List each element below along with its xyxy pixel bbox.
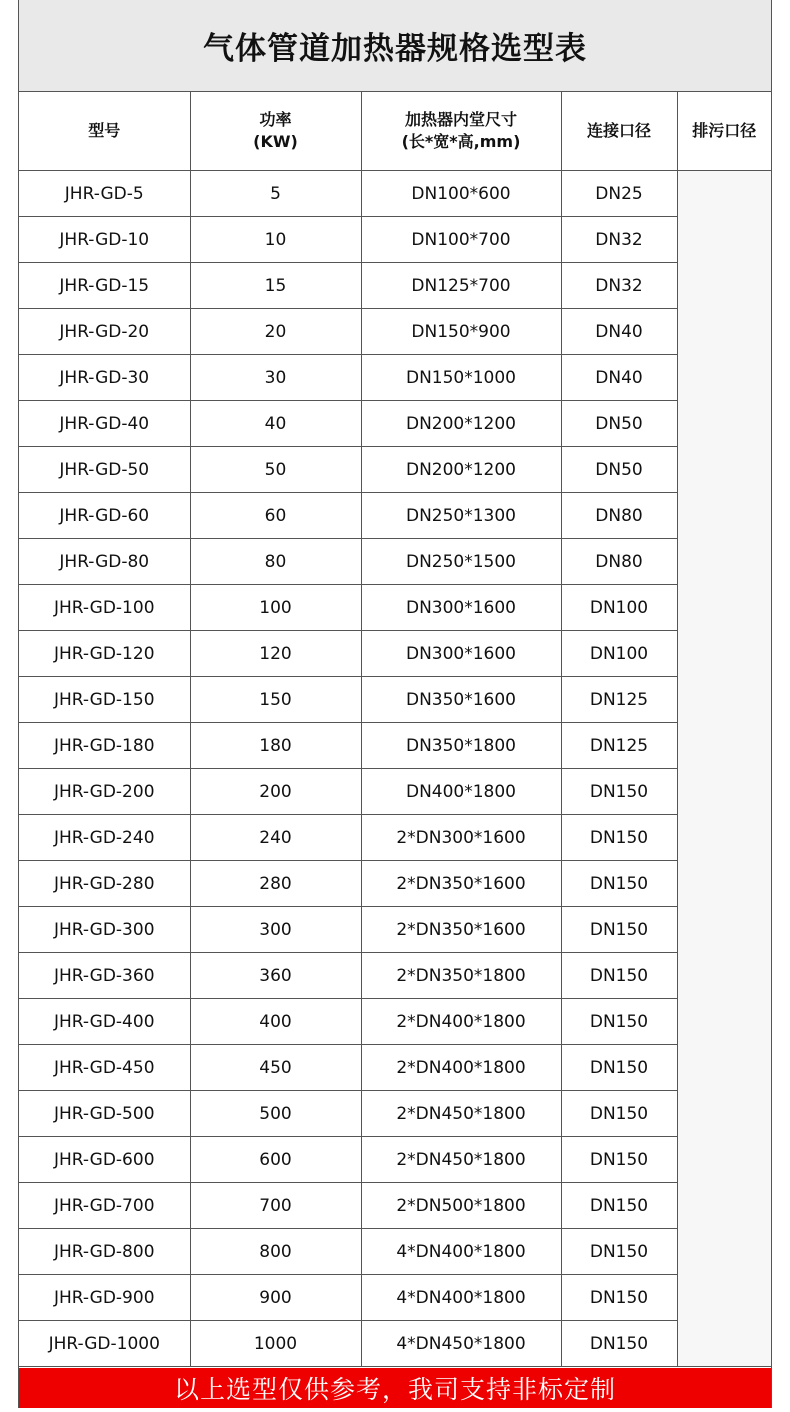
cell-model: JHR-GD-80 bbox=[19, 539, 190, 585]
cell-connection: DN150 bbox=[561, 1321, 677, 1367]
table-row bbox=[19, 1045, 771, 1091]
table-row bbox=[19, 723, 771, 769]
table-body bbox=[19, 171, 771, 1367]
cell-connection: DN100 bbox=[561, 631, 677, 677]
header-row bbox=[19, 92, 771, 171]
header-size bbox=[361, 92, 561, 171]
table-row bbox=[19, 217, 771, 263]
cell-power: 600 bbox=[190, 1137, 361, 1183]
cell-size: 2*DN500*1800 bbox=[361, 1183, 561, 1229]
cell-model: JHR-GD-60 bbox=[19, 493, 190, 539]
cell-model: JHR-GD-500 bbox=[19, 1091, 190, 1137]
table-row bbox=[19, 815, 771, 861]
cell-model: JHR-GD-120 bbox=[19, 631, 190, 677]
cell-connection: DN150 bbox=[561, 953, 677, 999]
table-row bbox=[19, 677, 771, 723]
cell-connection: DN150 bbox=[561, 815, 677, 861]
cell-connection: DN40 bbox=[561, 355, 677, 401]
header-power-label: 功率 bbox=[259, 110, 292, 129]
cell-model: JHR-GD-450 bbox=[19, 1045, 190, 1091]
cell-connection: DN50 bbox=[561, 447, 677, 493]
table-row bbox=[19, 1321, 771, 1367]
cell-connection: DN80 bbox=[561, 539, 677, 585]
header-connection: 连接口径 bbox=[561, 92, 677, 171]
cell-size: 2*DN450*1800 bbox=[361, 1137, 561, 1183]
table-row bbox=[19, 401, 771, 447]
cell-power: 5 bbox=[190, 171, 361, 217]
table-row bbox=[19, 861, 771, 907]
cell-power: 450 bbox=[190, 1045, 361, 1091]
table-row bbox=[19, 447, 771, 493]
cell-power: 800 bbox=[190, 1229, 361, 1275]
table-row bbox=[19, 999, 771, 1045]
cell-model: JHR-GD-5 bbox=[19, 171, 190, 217]
table-row bbox=[19, 263, 771, 309]
cell-model: JHR-GD-10 bbox=[19, 217, 190, 263]
table-row bbox=[19, 953, 771, 999]
cell-power: 60 bbox=[190, 493, 361, 539]
cell-connection: DN125 bbox=[561, 723, 677, 769]
cell-power: 20 bbox=[190, 309, 361, 355]
cell-size: 2*DN350*1800 bbox=[361, 953, 561, 999]
cell-connection: DN150 bbox=[561, 907, 677, 953]
cell-drain-merged bbox=[677, 171, 771, 1367]
cell-size: 4*DN400*1800 bbox=[361, 1229, 561, 1275]
cell-model: JHR-GD-180 bbox=[19, 723, 190, 769]
table-row bbox=[19, 1229, 771, 1275]
cell-power: 150 bbox=[190, 677, 361, 723]
cell-size: 2*DN400*1800 bbox=[361, 999, 561, 1045]
cell-connection: DN150 bbox=[561, 1045, 677, 1091]
cell-size: DN150*900 bbox=[361, 309, 561, 355]
cell-model: JHR-GD-1000 bbox=[19, 1321, 190, 1367]
cell-size: 2*DN350*1600 bbox=[361, 861, 561, 907]
cell-model: JHR-GD-40 bbox=[19, 401, 190, 447]
cell-connection: DN150 bbox=[561, 861, 677, 907]
cell-size: DN300*1600 bbox=[361, 631, 561, 677]
cell-power: 80 bbox=[190, 539, 361, 585]
cell-power: 900 bbox=[190, 1275, 361, 1321]
cell-power: 10 bbox=[190, 217, 361, 263]
table-row bbox=[19, 585, 771, 631]
cell-model: JHR-GD-800 bbox=[19, 1229, 190, 1275]
cell-power: 400 bbox=[190, 999, 361, 1045]
table-row bbox=[19, 493, 771, 539]
cell-size: DN150*1000 bbox=[361, 355, 561, 401]
cell-model: JHR-GD-20 bbox=[19, 309, 190, 355]
footer-banner bbox=[19, 1368, 771, 1408]
cell-connection: DN150 bbox=[561, 1229, 677, 1275]
cell-model: JHR-GD-200 bbox=[19, 769, 190, 815]
cell-connection: DN100 bbox=[561, 585, 677, 631]
cell-size: 2*DN400*1800 bbox=[361, 1045, 561, 1091]
cell-model: JHR-GD-240 bbox=[19, 815, 190, 861]
spec-sheet bbox=[18, 0, 772, 1408]
table-row bbox=[19, 1275, 771, 1321]
cell-power: 360 bbox=[190, 953, 361, 999]
cell-power: 700 bbox=[190, 1183, 361, 1229]
cell-power: 240 bbox=[190, 815, 361, 861]
cell-size: DN125*700 bbox=[361, 263, 561, 309]
header-size-label: 加热器内堂尺寸 bbox=[404, 110, 517, 129]
cell-model: JHR-GD-50 bbox=[19, 447, 190, 493]
cell-connection: DN125 bbox=[561, 677, 677, 723]
cell-size: 4*DN450*1800 bbox=[361, 1321, 561, 1367]
cell-power: 120 bbox=[190, 631, 361, 677]
cell-size: DN200*1200 bbox=[361, 401, 561, 447]
cell-power: 180 bbox=[190, 723, 361, 769]
table-row bbox=[19, 355, 771, 401]
table-row bbox=[19, 539, 771, 585]
footer-note: 以上选型仅供参考，我司支持非标定制 bbox=[173, 1375, 616, 1404]
cell-size: 4*DN400*1800 bbox=[361, 1275, 561, 1321]
table-row bbox=[19, 769, 771, 815]
cell-size: DN350*1800 bbox=[361, 723, 561, 769]
cell-model: JHR-GD-15 bbox=[19, 263, 190, 309]
cell-connection: DN80 bbox=[561, 493, 677, 539]
cell-power: 200 bbox=[190, 769, 361, 815]
cell-power: 30 bbox=[190, 355, 361, 401]
cell-power: 100 bbox=[190, 585, 361, 631]
table-row bbox=[19, 631, 771, 677]
cell-size: DN100*700 bbox=[361, 217, 561, 263]
cell-model: JHR-GD-400 bbox=[19, 999, 190, 1045]
cell-connection: DN150 bbox=[561, 999, 677, 1045]
cell-power: 50 bbox=[190, 447, 361, 493]
cell-connection: DN50 bbox=[561, 401, 677, 447]
cell-connection: DN32 bbox=[561, 263, 677, 309]
table-row bbox=[19, 309, 771, 355]
cell-model: JHR-GD-900 bbox=[19, 1275, 190, 1321]
cell-connection: DN25 bbox=[561, 171, 677, 217]
table-row bbox=[19, 1137, 771, 1183]
cell-model: JHR-GD-100 bbox=[19, 585, 190, 631]
header-power bbox=[190, 92, 361, 171]
cell-model: JHR-GD-600 bbox=[19, 1137, 190, 1183]
cell-size: DN300*1600 bbox=[361, 585, 561, 631]
cell-connection: DN150 bbox=[561, 1275, 677, 1321]
cell-power: 15 bbox=[190, 263, 361, 309]
cell-size: 2*DN300*1600 bbox=[361, 815, 561, 861]
cell-connection: DN150 bbox=[561, 1091, 677, 1137]
cell-connection: DN150 bbox=[561, 1183, 677, 1229]
cell-size: 2*DN350*1600 bbox=[361, 907, 561, 953]
cell-power: 300 bbox=[190, 907, 361, 953]
cell-connection: DN40 bbox=[561, 309, 677, 355]
table-row bbox=[19, 171, 771, 217]
cell-connection: DN150 bbox=[561, 1137, 677, 1183]
spec-table bbox=[19, 91, 771, 1367]
page-title: 气体管道加热器规格选型表 bbox=[203, 31, 587, 67]
cell-size: DN250*1500 bbox=[361, 539, 561, 585]
table-row bbox=[19, 907, 771, 953]
cell-power: 40 bbox=[190, 401, 361, 447]
cell-connection: DN32 bbox=[561, 217, 677, 263]
cell-model: JHR-GD-30 bbox=[19, 355, 190, 401]
cell-connection: DN150 bbox=[561, 769, 677, 815]
cell-size: DN400*1800 bbox=[361, 769, 561, 815]
cell-size: DN250*1300 bbox=[361, 493, 561, 539]
cell-power: 500 bbox=[190, 1091, 361, 1137]
cell-size: DN200*1200 bbox=[361, 447, 561, 493]
cell-size: 2*DN450*1800 bbox=[361, 1091, 561, 1137]
cell-power: 1000 bbox=[190, 1321, 361, 1367]
cell-model: JHR-GD-300 bbox=[19, 907, 190, 953]
table-row bbox=[19, 1091, 771, 1137]
cell-model: JHR-GD-150 bbox=[19, 677, 190, 723]
cell-model: JHR-GD-280 bbox=[19, 861, 190, 907]
cell-power: 280 bbox=[190, 861, 361, 907]
cell-size: DN350*1600 bbox=[361, 677, 561, 723]
table-row bbox=[19, 1183, 771, 1229]
cell-model: JHR-GD-700 bbox=[19, 1183, 190, 1229]
cell-model: JHR-GD-360 bbox=[19, 953, 190, 999]
header-drain: 排污口径 bbox=[677, 92, 771, 171]
header-model: 型号 bbox=[19, 92, 190, 171]
cell-size: DN100*600 bbox=[361, 171, 561, 217]
title-bar bbox=[19, 0, 771, 92]
header-power-unit: (KW) bbox=[253, 132, 298, 151]
header-size-unit: (长*宽*高,mm) bbox=[401, 132, 521, 151]
